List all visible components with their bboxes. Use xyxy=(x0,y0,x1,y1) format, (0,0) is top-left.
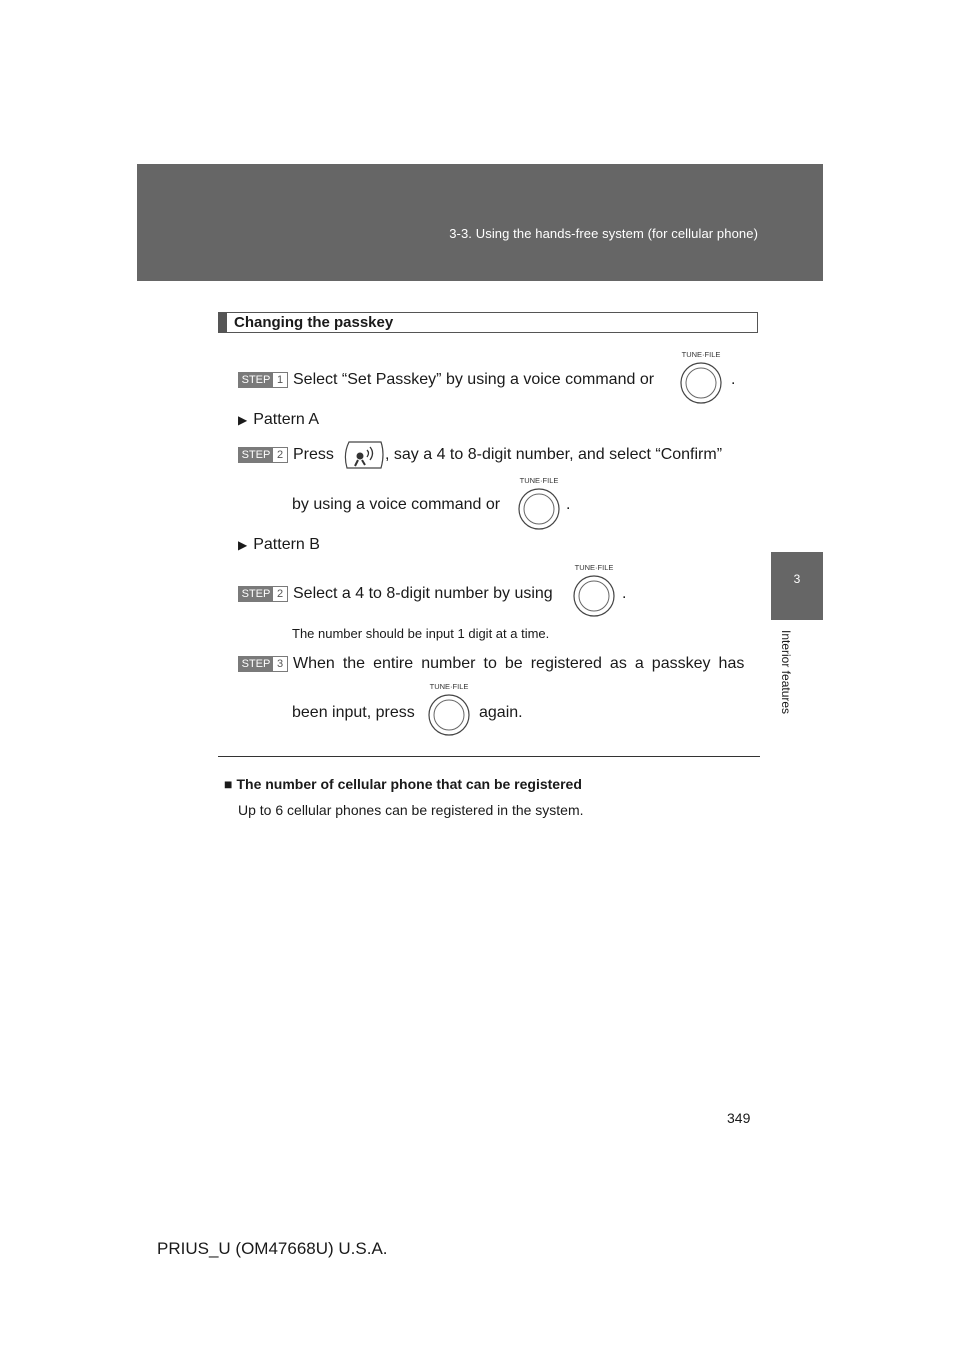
header-section-text: 3-3. Using the hands-free system (for cellular phone) xyxy=(449,226,758,241)
header-band xyxy=(137,164,823,281)
step-2a-period: . xyxy=(566,496,571,513)
step-word: STEP xyxy=(241,449,271,461)
step-2a-rest: , say a 4 to 8-digit number, and select “Confirm” xyxy=(385,446,723,463)
step-2b-text: Select a 4 to 8-digit number by using xyxy=(293,585,553,602)
triangle-right-icon: ▶ xyxy=(238,413,248,427)
chapter-label-container xyxy=(779,630,799,740)
step-3-line2b: again. xyxy=(479,704,523,721)
section-title-bar xyxy=(219,313,227,332)
pattern-b-label xyxy=(238,536,320,554)
chapter-number: 3 xyxy=(793,572,801,586)
square-bullet-icon: ■ xyxy=(224,776,233,792)
step-2a-line2: by using a voice command or xyxy=(292,496,501,513)
pattern-b-text: Pattern B xyxy=(253,536,320,553)
step-number: 2 xyxy=(273,587,287,601)
footer-model-code: PRIUS_U (OM47668U) U.S.A. xyxy=(157,1239,388,1258)
dial-label: TUNE·FILE xyxy=(574,563,614,572)
pattern-a-text: Pattern A xyxy=(253,411,320,428)
chapter-tab xyxy=(771,552,823,620)
info-heading xyxy=(224,776,582,792)
step-word: STEP xyxy=(241,588,271,600)
page-number: 349 xyxy=(727,1110,751,1126)
step-2a-badge xyxy=(238,447,288,463)
section-title-box xyxy=(218,312,758,333)
tune-file-dial-icon xyxy=(514,474,564,532)
step-number: 2 xyxy=(273,448,287,462)
info-heading-text: The number of cellular phone that can be registered xyxy=(236,776,582,792)
section-title: Changing the passkey xyxy=(234,314,394,331)
section-divider xyxy=(218,756,760,757)
triangle-right-icon: ▶ xyxy=(238,538,248,552)
tune-file-dial-icon xyxy=(676,348,726,406)
step-number: 1 xyxy=(273,373,287,387)
step-2b-badge xyxy=(238,586,288,602)
step-word: STEP xyxy=(241,658,271,670)
step-2b-note: The number should be input 1 digit at a time. xyxy=(292,626,550,641)
step-3-badge xyxy=(238,656,288,672)
dial-label: TUNE·FILE xyxy=(519,476,559,485)
step-2a-press: Press xyxy=(293,446,334,463)
step-3-line2a: been input, press xyxy=(292,704,415,721)
dial-label: TUNE·FILE xyxy=(429,682,469,691)
info-body: Up to 6 cellular phones can be registered in the system. xyxy=(238,802,584,818)
step-3-line1: When the entire number to be registered as a passkey has xyxy=(293,655,745,672)
talk-switch-icon xyxy=(341,438,387,470)
step-word: STEP xyxy=(241,374,271,386)
tune-file-dial-icon xyxy=(569,561,619,619)
step-number: 3 xyxy=(273,657,287,671)
step-1-period: . xyxy=(731,371,736,388)
tune-file-dial-icon xyxy=(424,680,474,738)
step-1-badge xyxy=(238,372,288,388)
step-2b-period: . xyxy=(622,585,627,602)
chapter-label: Interior features xyxy=(779,630,793,715)
step-1-text: Select “Set Passkey” by using a voice command or xyxy=(293,371,655,388)
pattern-a-label xyxy=(238,411,319,429)
dial-label: TUNE·FILE xyxy=(681,350,721,359)
